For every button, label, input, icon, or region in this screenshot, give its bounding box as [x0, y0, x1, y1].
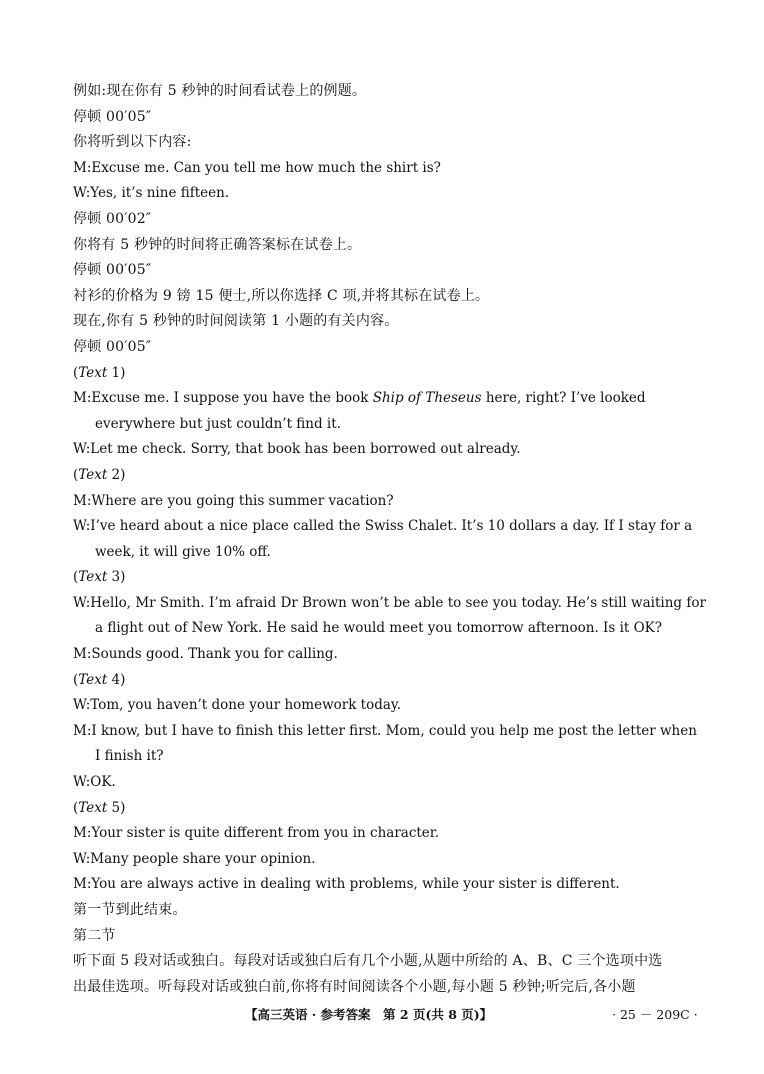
- intro-line: 例如:现在你有 5 秒钟的时间看试卷上的例题。: [73, 83, 367, 99]
- dialogue-turn: M:Your sister is quite different from you in character.: [73, 825, 440, 842]
- dialogue-line: W:Yes, it’s nine fifteen.: [73, 185, 230, 202]
- intro-line: 衬衫的价格为 9 镑 15 便士,所以你选择 C 项,并将其标在试卷上。: [73, 287, 490, 304]
- text-label: (Text 5): [73, 799, 126, 816]
- dialogue-turn: M:Where are you going this summer vacation?: [73, 492, 394, 509]
- dialogue-turn: W:I’ve heard about a nice place called the Swiss Chalet. It’s 10 dollars a day. If I stay for a: [73, 518, 693, 535]
- dialogue-turn: W:Tom, you haven’t done your homework today.: [73, 697, 402, 714]
- dialogue-turn: M:I know, but I have to finish this letter first. Mom, could you help me post the letter when: [73, 722, 697, 739]
- text-section-1: [73, 361, 694, 463]
- dialogue-continuation: everywhere but just couldn’t find it.: [95, 415, 341, 432]
- dialogue-continuation: I finish it?: [95, 748, 164, 765]
- footer-code: · 25 － 209C ·: [612, 1007, 698, 1022]
- page-content: [73, 79, 706, 1000]
- instruction-line: 听下面 5 段对话或独白。每段对话或独白后有几个小题,从题中所给的 A、B、C 三个选项中选: [73, 953, 663, 970]
- dialogue-turn: W:Many people share your opinion.: [73, 850, 316, 867]
- text-label: (Text 1): [73, 364, 126, 381]
- instruction-line: 出最佳选项。听每段对话或独白前,你将有时间阅读各个小题,每小题 5 秒钟;听完后,各小题: [73, 978, 636, 995]
- text-section-3: [73, 565, 706, 667]
- dialogue-line: M:Excuse me. Can you tell me how much the shirt is?: [73, 159, 441, 176]
- pause-line: 停顿 00′05″: [73, 108, 152, 125]
- page-footer: [0, 1005, 764, 1025]
- intro-line: 你将听到以下内容:: [73, 134, 192, 151]
- intro-line: 你将有 5 秒钟的时间将正确答案标在试卷上。: [73, 236, 362, 253]
- dialogue-turn: W:OK.: [73, 774, 116, 791]
- dialogue-turn: W:Hello, Mr Smith. I’m afraid Dr Brown won’t be able to see you today. He’s still waiting for: [73, 594, 706, 611]
- pause-line: 停顿 00′05″: [73, 338, 152, 355]
- text-label: (Text 4): [73, 671, 126, 688]
- section-heading: 第二节: [73, 927, 116, 944]
- pause-line: 停顿 00′02″: [73, 210, 152, 227]
- book-title: Ship of Theseus: [372, 390, 482, 407]
- intro-line: 现在,你有 5 秒钟的时间阅读第 1 小题的有关内容。: [73, 313, 399, 330]
- footer-page-info: 【高三英语 · 参考答案 第 2 页(共 8 页)】: [245, 1007, 493, 1022]
- text-label: (Text 2): [73, 466, 126, 483]
- text-section-4: [73, 668, 697, 796]
- dialogue-turn: M:Excuse me. I suppose you have the book Ship of Theseus here, right? I’ve looked: [73, 390, 646, 407]
- text-section-5: [73, 796, 694, 898]
- dialogue-continuation: week, it will give 10% off.: [95, 543, 271, 560]
- section-end-line: 第一节到此结束。: [73, 902, 187, 918]
- dialogue-turn: W:Let me check. Sorry, that book has been borrowed out already.: [73, 441, 521, 458]
- closing-block: [73, 898, 694, 1000]
- text-label: (Text 3): [73, 569, 126, 586]
- dialogue-continuation: a flight out of New York. He said he would meet you tomorrow afternoon. Is it OK?: [95, 620, 662, 637]
- dialogue-turn: M:You are always active in dealing with problems, while your sister is different.: [73, 876, 620, 893]
- intro-block: [73, 79, 694, 361]
- dialogue-turn: M:Sounds good. Thank you for calling.: [73, 646, 338, 663]
- text-section-2: [73, 463, 694, 565]
- pause-line: 停顿 00′05″: [73, 262, 152, 279]
